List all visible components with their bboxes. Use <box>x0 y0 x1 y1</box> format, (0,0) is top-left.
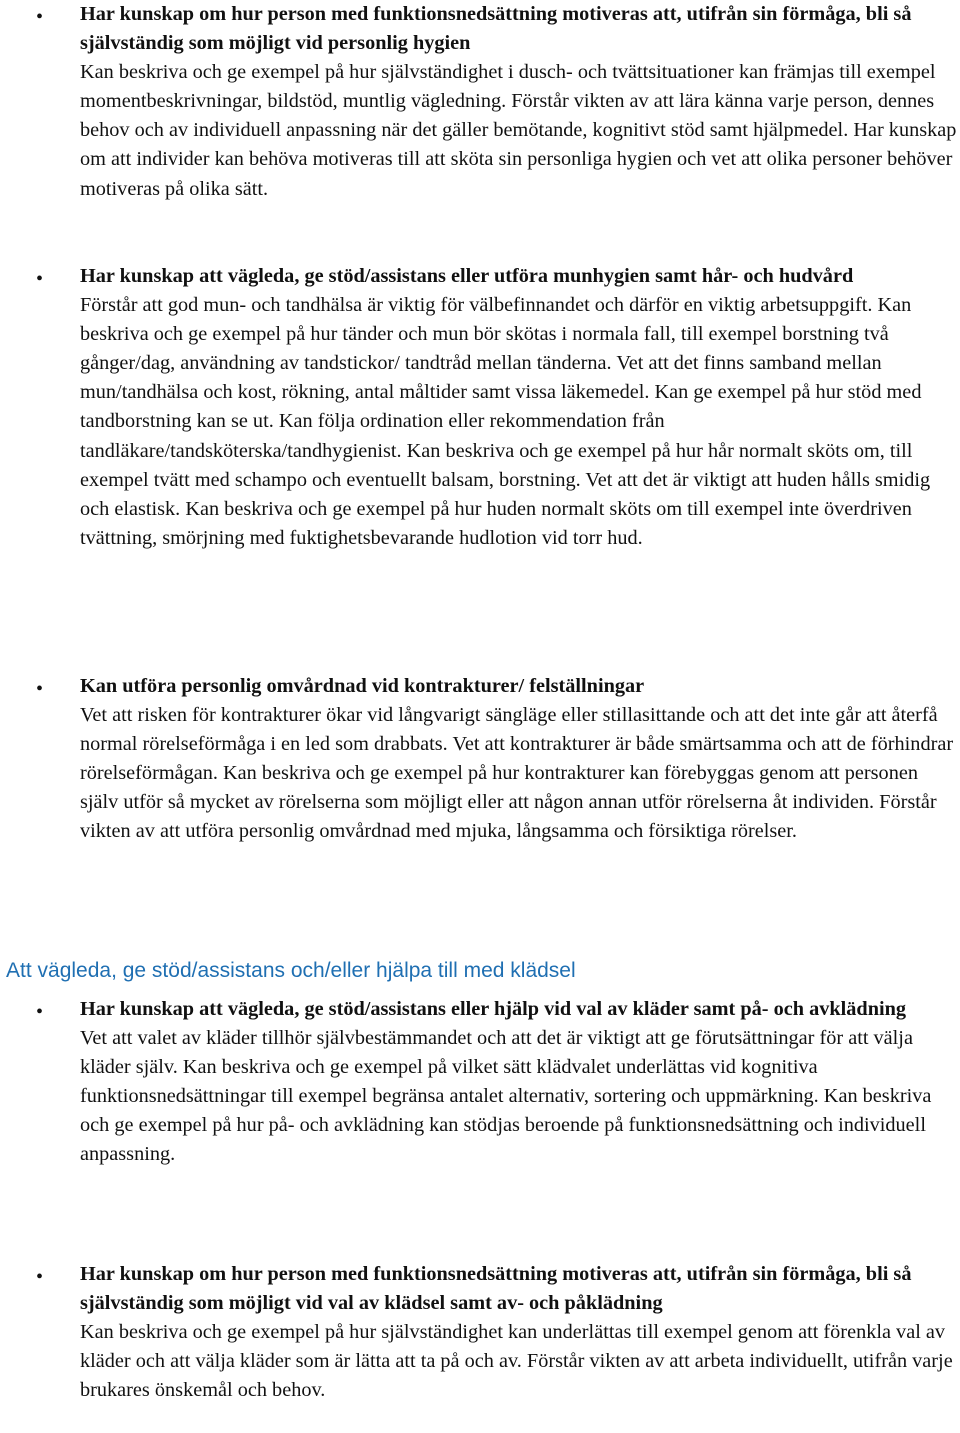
list-item-heading: Har kunskap om hur person med funktionsnedsättning motiveras att, utifrån sin förmåga, bli så självständig som möjligt vid val av klädsel samt av- och påklädning <box>80 1263 912 1315</box>
list-item-body: Kan beskriva och ge exempel på hur självständighet kan underlättas till exempel genom att förenkla val av kläder och att välja kläder som är lätta att ta på och av. Förstår vikten av att arbeta individuellt, utifrån varje brukares önskemål och behov. <box>80 1321 953 1402</box>
list-item-heading: Har kunskap att vägleda, ge stöd/assistans eller utföra munhygien samt hår- och hudvård <box>80 265 854 287</box>
list-item-content <box>80 1260 960 1405</box>
bullet-icon: • <box>36 1001 44 1023</box>
list-item-content <box>80 262 960 553</box>
list-item-body: Vet att risken för kontrakturer ökar vid långvarigt sängläge eller stillasittande och att det inte går att återfå normal rörelseförmåga i en led som drabbats. Vet att kontrakturer är både smärtsamma och att de förhindrar rörelseförmågan. Kan beskriva och ge exempel på hur kontrakturer kan förebyggas genom att personen själv utför så mycket av rörelserna som möjligt eller att någon annan utför rörelserna åt individen. Förstår vikten av att utföra personlig omvårdnad med mjuka, långsamma och försiktiga rörelser. <box>80 704 954 843</box>
bullet-icon: • <box>36 678 44 700</box>
bullet-icon: • <box>36 268 44 290</box>
section-heading: Att vägleda, ge stöd/assistans och/eller hjälpa till med klädsel <box>6 959 576 982</box>
list-item-heading: Har kunskap om hur person med funktionsnedsättning motiveras att, utifrån sin förmåga, bli så självständig som möjligt vid personlig hygien <box>80 3 912 55</box>
list-item-body: Vet att valet av kläder tillhör självbestämmandet och att det är viktigt att ge förutsättningar för att välja kläder själv. Kan beskriva och ge exempel på vilket sätt klädvalet underlättas vid kognitiva funktionsnedsättningar till exempel begränsa antalet alternativ, sortering och uppmärkning. Kan beskriva och ge exempel på hur på- och avklädning kan stödjas beroende på funktionsnedsättning och individuell anpassning. <box>80 1027 932 1166</box>
list-item-content <box>80 0 960 204</box>
list-item-heading: Har kunskap att vägleda, ge stöd/assistans eller hjälp vid val av kläder samt på- och avklädning <box>80 998 907 1020</box>
bullet-icon: • <box>36 1266 44 1288</box>
list-item-heading: Kan utföra personlig omvårdnad vid kontrakturer/ felställningar <box>80 675 645 697</box>
bullet-icon: • <box>36 6 44 28</box>
list-item-body: Förstår att god mun- och tandhälsa är viktig för välbefinnandet och därför en viktig arbetsuppgift. Kan beskriva och ge exempel på hur tänder och mun bör skötas i normala fall, till exempel borstning två gånger/dag, användning av tandstickor/ tandtråd mellan tänderna. Vet att det finns samband mellan mun/tandhälsa och kost, rökning, antal måltider samt vissa läkemedel. Kan ge exempel på hur stöd med tandborstning kan se ut. Kan följa ordination eller rekommendation från tandläkare/tandsköterska/tandhygienist. Kan beskriva och ge exempel på hur hår normalt sköts om, till exempel tvätt med schampo och eventuellt balsam, borstning. Vet att det är viktigt att huden hålls smidig och elastisk. Kan beskriva och ge exempel på hur huden normalt sköts om till exempel inte överdriven tvättning, smörjning med fuktighetsbevarande hudlotion vid torr hud. <box>80 294 931 549</box>
list-item-body: Kan beskriva och ge exempel på hur självständighet i dusch- och tvättsituationer kan främjas till exempel momentbeskrivningar, bildstöd, muntlig vägledning. Förstår vikten av att lära känna varje person, dennes behov och av individuell anpassning när det gäller bemötande, kognitivt stöd samt hjälpmedel. Har kunskap om att individer kan behöva motiveras till att sköta sin personliga hygien och vet att olika personer behöver motiveras på olika sätt. <box>80 61 957 200</box>
list-item-content <box>80 672 960 847</box>
list-item-content <box>80 995 960 1170</box>
